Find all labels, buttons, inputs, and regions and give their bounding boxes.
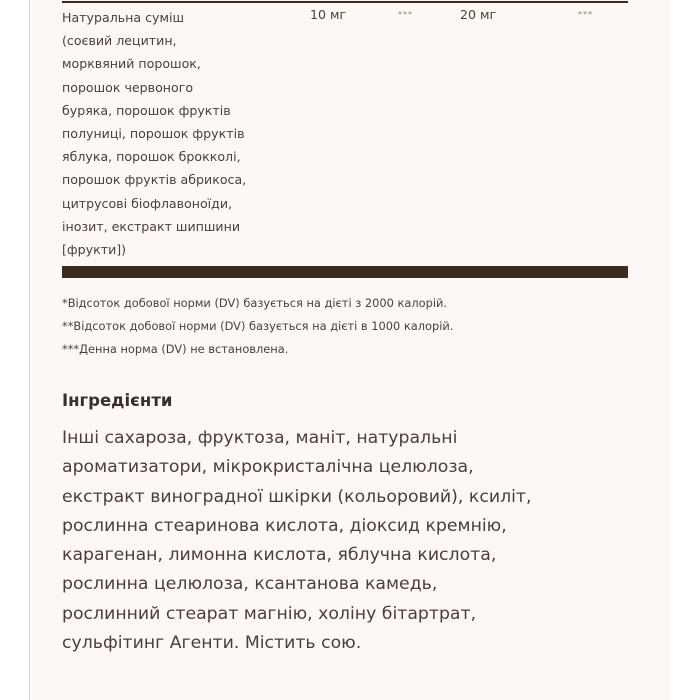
name-line: яблука, порошок брокколі, bbox=[62, 149, 241, 165]
footnote: ***Денна норма (DV) не встановлена. bbox=[62, 342, 289, 356]
footnote: **Відсоток добової норми (DV) базується на дієті в 1000 калорій. bbox=[62, 319, 454, 333]
ingredients-text bbox=[62, 424, 632, 658]
footnotes bbox=[62, 292, 642, 361]
ingredients-line: Інші сахароза, фруктоза, маніт, натуральні bbox=[62, 428, 458, 448]
dv-cell-2: *** bbox=[578, 10, 593, 19]
ingredient-name-cell bbox=[62, 6, 302, 261]
footnote: *Відсоток добової норми (DV) базується на дієті з 2000 калорій. bbox=[62, 296, 448, 310]
name-line: [фрукти]) bbox=[62, 242, 127, 258]
dv-cell-1: *** bbox=[398, 10, 413, 19]
name-line: буряка, порошок фруктів bbox=[62, 102, 231, 118]
ingredients-line: екстракт виноградної шкірки (кольоровий), ксиліт, bbox=[62, 486, 532, 507]
ingredients-line: рослинна целюлоза, ксантанова камедь, bbox=[62, 574, 438, 595]
name-line: Натуральна суміш bbox=[62, 10, 185, 25]
name-line: полуниці, порошок фруктів bbox=[62, 126, 245, 142]
table-top-rule bbox=[62, 1, 628, 3]
name-line: цитрусові біофлавоноїди, bbox=[62, 195, 233, 211]
ingredients-line: рослинний стеарат магнію, холіну бітартрат, bbox=[62, 603, 477, 624]
ingredients-line: сульфітинг Агенти. Містить сою. bbox=[62, 633, 362, 654]
name-line: порошок червоного bbox=[62, 79, 194, 95]
amount-cell-2: 20 мг bbox=[460, 7, 497, 22]
ingredients-line: карагенан, лимонна кислота, яблучна кислота, bbox=[62, 545, 497, 566]
amount-cell-1: 10 мг bbox=[310, 7, 347, 22]
name-line: морквяний порошок, bbox=[62, 56, 201, 72]
ingredients-line: ароматизатори, мікрокристалічна целюлоза, bbox=[62, 457, 474, 478]
ingredients-line: рослинна стеаринова кислота, діоксид кремнію, bbox=[62, 515, 507, 536]
name-line: інозит, екстракт шипшини bbox=[62, 218, 241, 234]
ingredients-heading: Інгредієнти bbox=[62, 391, 173, 410]
name-line: (соєвий лецитин, bbox=[62, 33, 177, 49]
name-line: порошок фруктів абрикоса, bbox=[62, 172, 247, 188]
table-bottom-rule bbox=[62, 266, 628, 278]
